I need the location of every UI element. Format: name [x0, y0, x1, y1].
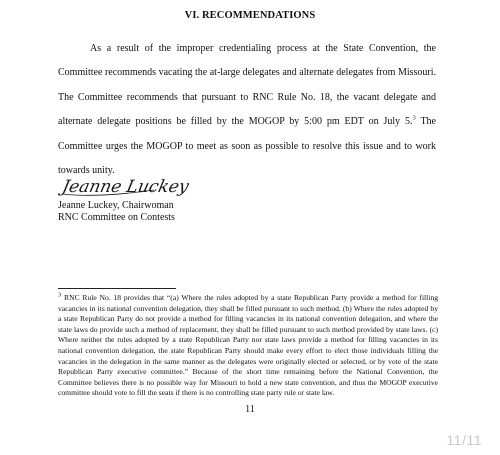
signature-block [58, 200, 175, 224]
footnote-text: RNC Rule No. 18 provides that “(a) Where the rules adopted by a state Republican Party provide a method for filling vacancies in its national convention delegation, they shall be filled pursuant to such method. (b) Where the rules adopted by a state Republican Party do not provide a method for filling vacancies in its national convention delegation, and where the state laws do provide such a method of replacement, they shall be filled pursuant to such method provided by state laws. (c) Where neither the rules adopted by a state Republican Party nor state laws provide a method for filling vacancies in its national convention delegation, the state Republican Party should make every effort to elect those individuals filling the vacancies in the delegation in the same manner as the delegates were originally elected or selected, or by vote of the state Republican Party executive committee.” Because of the short time remaining before the National Convention, the Committee believes there is no possible way for Missouri to hold a new state convention, and thus the MOGOP executive committee should vote to fill the seats if there is no controlling state party rule or state law. [58, 293, 438, 398]
footnote [58, 293, 438, 399]
footnote-reference: 3 [412, 114, 416, 122]
footnote-number: 3 [58, 291, 62, 299]
handwritten-signature [58, 170, 208, 200]
signature-lettering: Jeanne Luckey [60, 177, 191, 197]
paragraph-text-part-1: As a result of the improper credentialing process at the State Convention, the Committee recommends vacating the at-large delegates and alternate delegates from Missouri. The Committee recommends that pursuant to RNC Rule No. 18, the vacant delegate and alternate delegate positions be filled by the MOGOP by 5:00 pm EDT on July 5. [58, 43, 436, 128]
recommendation-paragraph [58, 37, 436, 183]
footnote-divider [58, 288, 176, 289]
paragraph-text-part-2: The Committee urges the MOGOP to meet as soon as possible to resolve this issue and to work towards unity. [58, 116, 437, 177]
page-counter: 11/11 [446, 432, 482, 448]
signer-name: Jeanne Luckey, Chairwoman [58, 200, 174, 211]
signer-committee: RNC Committee on Contests [58, 212, 175, 223]
page-number: 11 [245, 404, 255, 415]
section-heading: VI. RECOMMENDATIONS [184, 10, 316, 21]
